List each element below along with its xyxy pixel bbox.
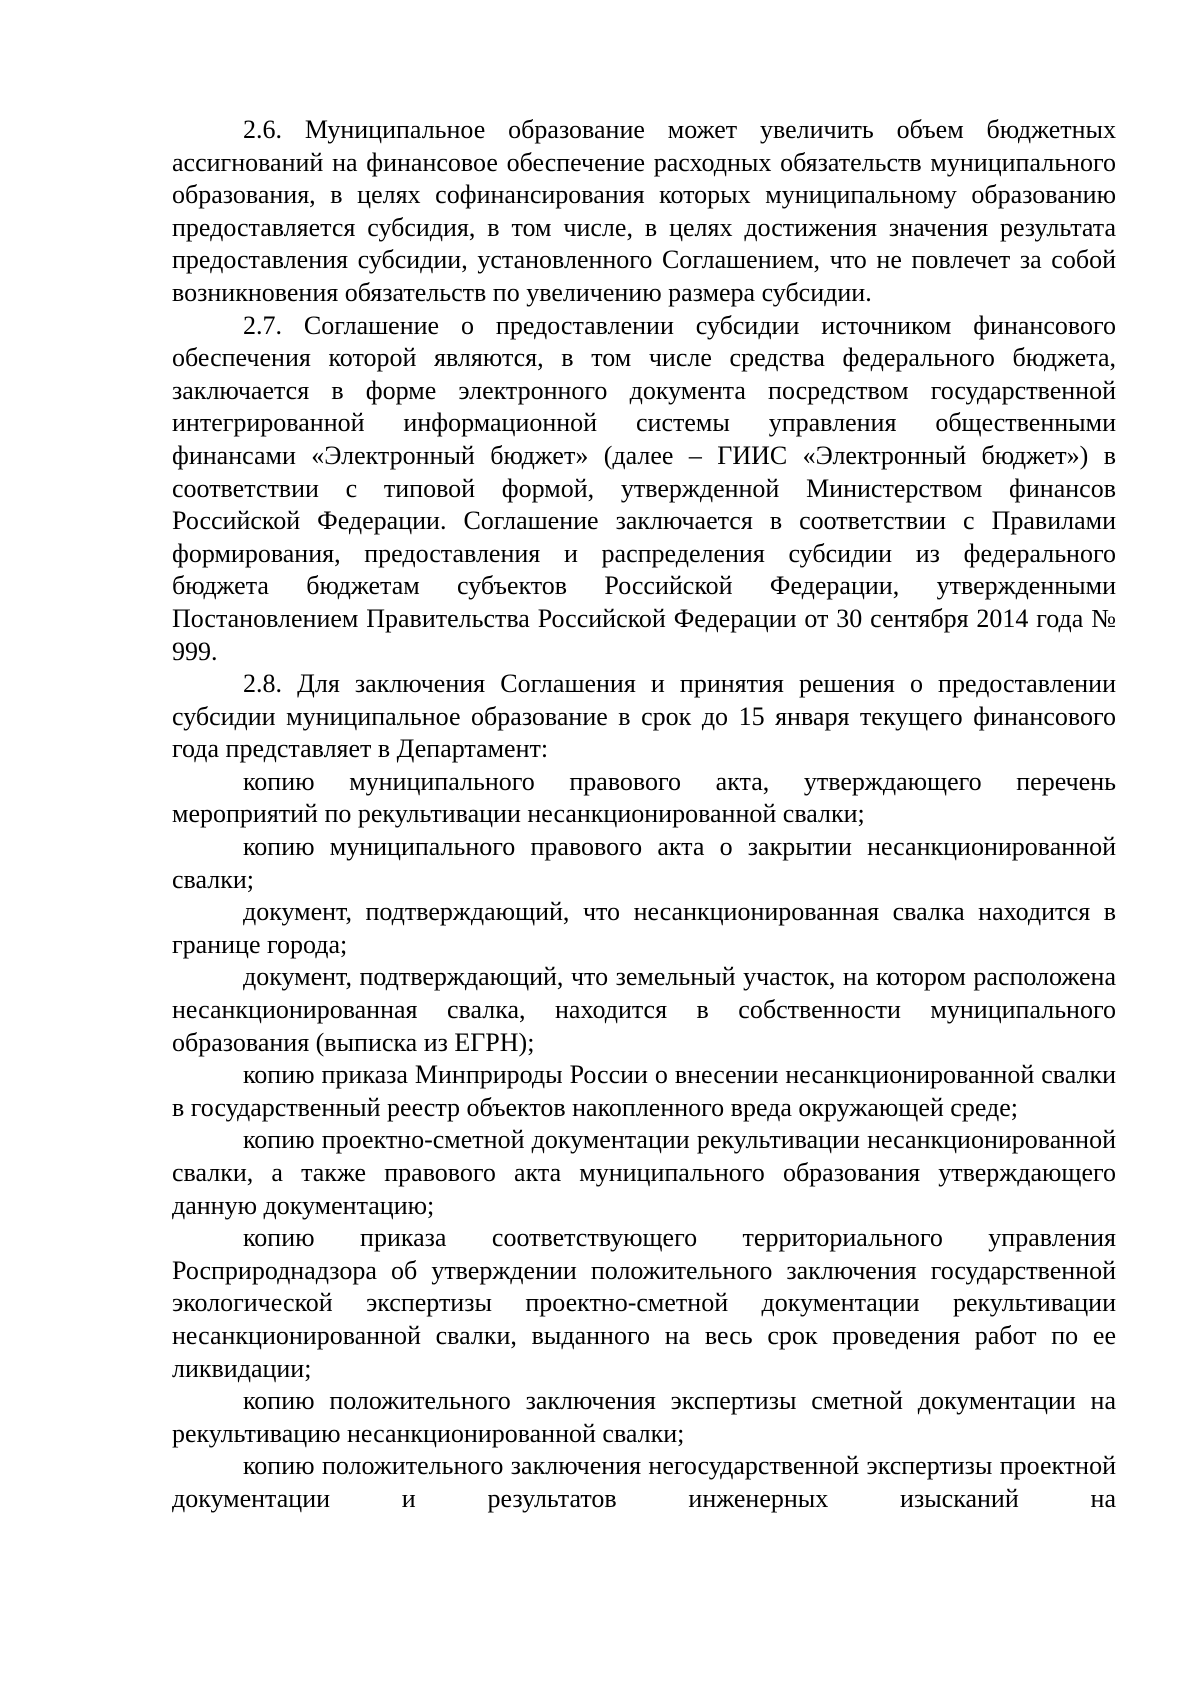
list-item-design-estimate-documentation: копию проектно-сметной документации рекультивации несанкционированной свалки, а также правового акта муниципального образования утверждающего данную документацию; xyxy=(172,1125,1116,1220)
paragraph-2-7: 2.7. Соглашение о предоставлении субсидии источником финансового обеспечения которой являются, в том числе средства федерального бюджета, заключается в форме электронного документа посредством государственной интегрированной информационной системы управления общественными финансами «Электронный бюджет» (далее – ГИИС «Электронный бюджет») в соответствии с типовой формой, утвержденной Министерством финансов Российской Федерации. Соглашение заключается в соответствии с Правилами формирования, предоставления и распределения субсидии из федерального бюджета бюджетам субъектов Российской Федерации, утвержденными Постановлением Правительства Российской Федерации от 30 сентября 2014 года № 999. xyxy=(172,310,1116,666)
list-item-ownership-document: документ, подтверждающий, что земельный участок, на котором расположена несанкционированная свалка, находится в собственности муниципального образования (выписка из ЕГРН); xyxy=(172,962,1116,1057)
list-item-non-state-expertise: копию положительного заключения негосударственной экспертизы проектной документации и результатов инженерных изысканий на xyxy=(172,1451,1116,1513)
list-item-legal-act-closure: копию муниципального правового акта о закрытии несанкционированной свалки; xyxy=(172,832,1116,894)
list-item-estimate-expertise: копию положительного заключения экспертизы сметной документации на рекультивацию несанкционированной свалки; xyxy=(172,1386,1116,1448)
list-item-ministry-order: копию приказа Минприроды России о внесении несанкционированной свалки в государственный реестр объектов накопленного вреда окружающей среде; xyxy=(172,1060,1116,1122)
list-item-city-boundary-document: документ, подтверждающий, что несанкционированная свалка находится в границе города; xyxy=(172,897,1116,959)
document-page xyxy=(172,114,1116,1516)
list-item-legal-act-measures: копию муниципального правового акта, утверждающего перечень мероприятий по рекультивации несанкционированной свалки; xyxy=(172,766,1116,829)
paragraph-2-8: 2.8. Для заключения Соглашения и принятия решения о предоставлении субсидии муниципальное образование в срок до 15 января текущего финансового года представляет в Департамент: xyxy=(172,669,1116,764)
list-item-rosprirodnadzor-order: копию приказа соответствующего территориального управления Росприроднадзора об утверждении положительного заключения государственной экологической экспертизы проектно-сметной документации рекультивации несанкционированной свалки, выданного на весь срок проведения работ по ее ликвидации; xyxy=(172,1223,1116,1383)
paragraph-2-6: 2.6. Муниципальное образование может увеличить объем бюджетных ассигнований на финансовое обеспечение расходных обязательств муниципального образования, в целях софинансирования которых муниципальному образованию предоставляется субсидия, в том числе, в целях достижения значения результата предоставления субсидии, установленного Соглашением, что не повлечет за собой возникновения обязательств по увеличению размера субсидии. xyxy=(172,115,1116,307)
